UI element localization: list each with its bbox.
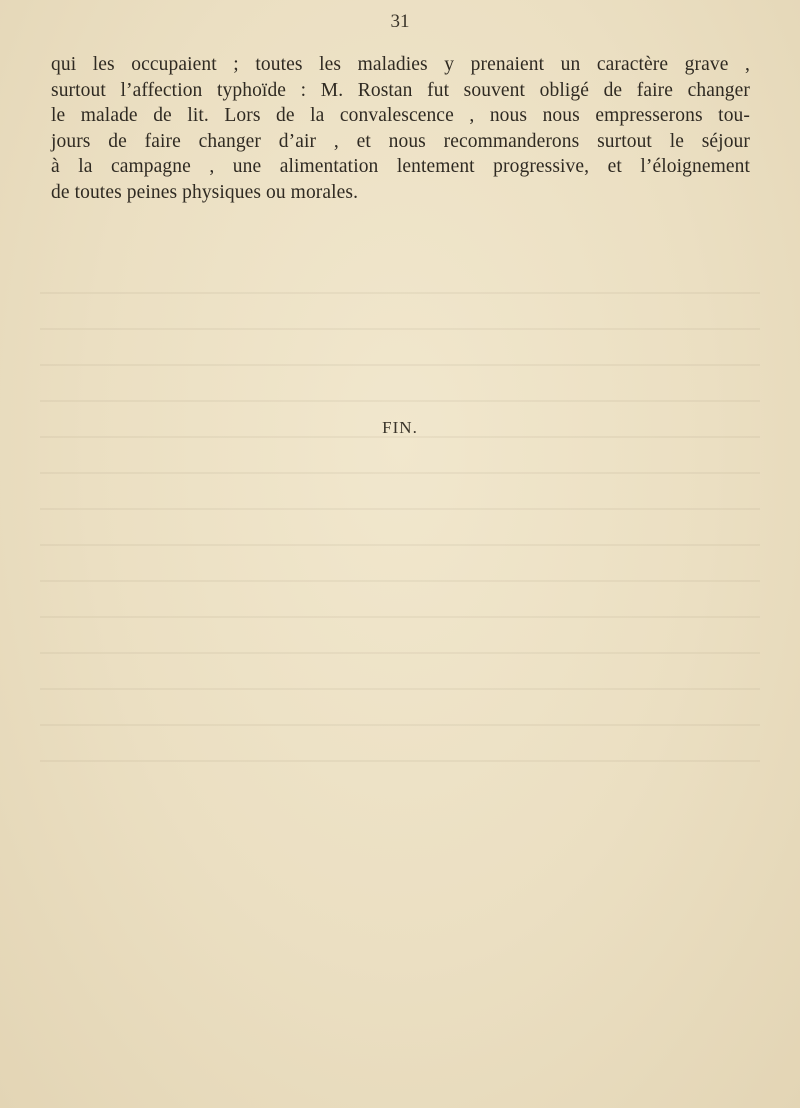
end-marker: FIN. [382,418,418,437]
text-line: à la campagne , une alimentation lentement progressive, et l’éloignement [51,156,750,177]
body-paragraph [51,52,750,205]
text-line: de toutes peines physiques ou morales. [51,181,359,203]
text-line: le malade de lit. Lors de la convalescence , nous nous empresserons tou- [51,105,750,126]
text-line: qui les occupaient ; toutes les maladies y prenaient un caractère grave , [51,54,750,75]
show-through-texture [40,270,760,790]
page-number: 31 [390,11,410,32]
text-line: surtout l’affection typhoïde : M. Rostan fut souvent obligé de faire changer [51,79,750,101]
text-line: jours de faire changer d’air , et nous recommanderons surtout le séjour [51,130,750,152]
